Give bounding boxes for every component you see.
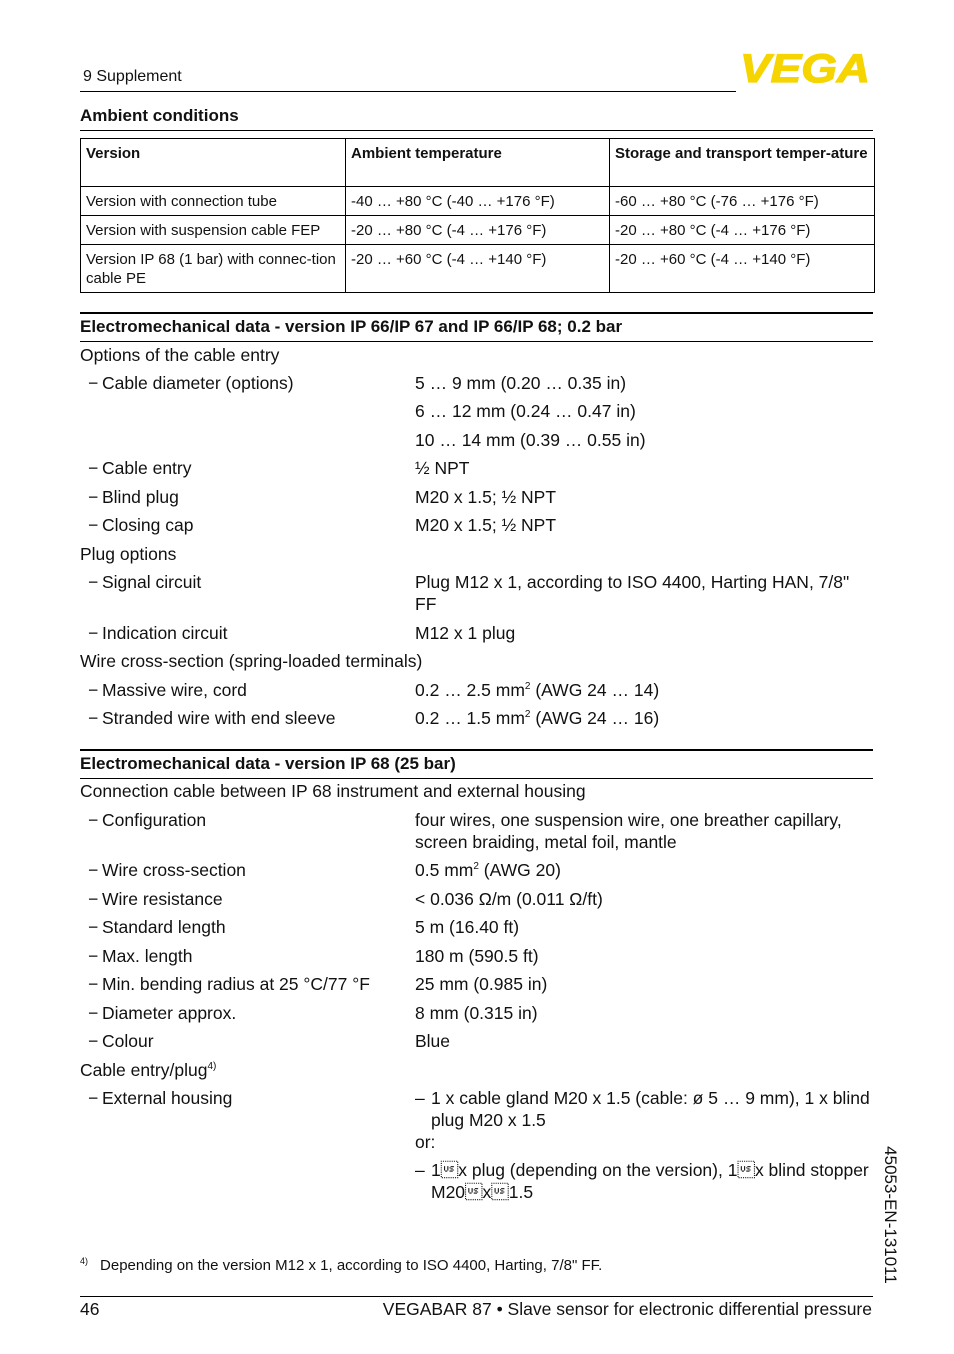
spec-label-text: Cable diameter (options) <box>102 373 294 393</box>
dash-glyph: − <box>88 946 99 966</box>
spec-label <box>88 859 246 881</box>
spec-label <box>88 514 193 536</box>
em1-bottom-rule <box>80 341 873 342</box>
spec-label-text: Standard length <box>102 917 226 937</box>
spec-value: ½ NPT <box>415 458 470 478</box>
table-cell: -20 … +80 °C (-4 … +176 °F) <box>346 216 610 245</box>
ambient-table <box>80 138 875 293</box>
spec-value-list <box>415 1087 873 1203</box>
value-text: (AWG 24 … 16) <box>530 708 660 728</box>
spec-value: M20 x 1.5; ½ NPT <box>415 487 557 507</box>
footnote-text: Depending on the version M12 x 1, according to ISO 4400, Harting, 7/8" FF. <box>100 1257 603 1274</box>
table-cell: -20 … +60 °C (-4 … +140 °F) <box>346 245 610 293</box>
col-storage-temperature: Storage and transport temper-ature <box>610 139 875 187</box>
spec-value: < 0.036 Ω/m (0.011 Ω/ft) <box>415 889 603 909</box>
superscript: 2 <box>524 681 531 692</box>
superscript: 2 <box>473 861 479 872</box>
table-header-row <box>81 139 875 187</box>
spec-value <box>415 859 873 881</box>
list-separator: or: <box>415 1132 436 1152</box>
spec-value: Blue <box>415 1031 451 1051</box>
dash-glyph: − <box>88 917 99 937</box>
spec-label <box>88 486 179 508</box>
section-header: 9 Supplement <box>83 68 182 85</box>
footer-title: VEGABAR 87 • Slave sensor for electronic differential pressure <box>382 1299 872 1319</box>
spec-label-text: Signal circuit <box>102 572 202 592</box>
table-cell: -60 … +80 °C (-76 … +176 °F) <box>610 187 875 216</box>
spec-label-text: Closing cap <box>102 515 194 535</box>
logo-text: VEGA <box>740 50 870 86</box>
table-cell: -40 … +80 °C (-40 … +176 °F) <box>346 187 610 216</box>
list-item <box>415 1087 873 1131</box>
spec-value: M20 x 1.5; ½ NPT <box>415 515 557 535</box>
spec-group-label <box>80 1059 216 1081</box>
spec-value: M12 x 1 plug <box>415 623 516 643</box>
spec-value: 180 m (590.5 ft) <box>415 946 539 966</box>
list-item <box>415 1159 873 1203</box>
spec-label <box>88 973 370 995</box>
group-label-text: Cable entry/plug <box>80 1060 208 1080</box>
spec-value: 25 mm (0.985 in) <box>415 974 548 994</box>
table-row <box>81 216 875 245</box>
spec-label <box>88 916 226 938</box>
col-ambient-temperature: Ambient temperature <box>346 139 610 187</box>
spec-group-label: Wire cross-section (spring-loaded terminals) <box>80 651 423 671</box>
dash-glyph: − <box>88 1088 99 1108</box>
spec-value: 6 … 12 mm (0.24 … 0.47 in) <box>415 401 636 421</box>
list-dash: – <box>415 1160 425 1180</box>
col-version: Version <box>81 139 346 187</box>
value-text: (AWG 24 … 14) <box>530 680 660 700</box>
spec-group-label: Plug options <box>80 544 177 564</box>
header-rule <box>80 91 736 92</box>
value-text: 0.2 … 2.5 mm <box>415 680 525 700</box>
spec-label-text: Min. bending radius at 25 °C/77 °F <box>102 974 370 994</box>
spec-value: 10 … 14 mm (0.39 … 0.55 in) <box>415 430 646 450</box>
spec-value: four wires, one suspension wire, one breather capillary, screen braiding, metal foil, mantle <box>415 810 842 852</box>
spec-label <box>88 622 227 644</box>
footnote-ref: 4) <box>207 1061 217 1072</box>
spec-label <box>88 1087 232 1109</box>
list-item-text: 1 x cable gland M20 x 1.5 (cable: ø 5 … 9 mm), 1 x blind plug M20 x 1.5 <box>431 1088 870 1130</box>
dash-glyph: − <box>88 1003 99 1023</box>
spec-label <box>88 809 206 831</box>
page-number: 46 <box>80 1299 100 1319</box>
dash-glyph: − <box>88 860 99 880</box>
dash-glyph: − <box>88 515 99 535</box>
value-text: 0.2 … 1.5 mm <box>415 708 525 728</box>
superscript: 2 <box>524 709 531 720</box>
dash-glyph: − <box>88 623 99 643</box>
footnote-mark: 4) <box>80 1256 89 1266</box>
spec-value: 5 … 9 mm (0.20 … 0.35 in) <box>415 373 627 393</box>
em2-top-rule <box>80 749 873 751</box>
dash-glyph: − <box>88 680 99 700</box>
spec-label-text: Wire resistance <box>102 889 223 909</box>
spec-label <box>88 945 192 967</box>
dash-glyph: − <box>88 974 99 994</box>
dash-glyph: − <box>88 1031 99 1051</box>
spec-label-text: External housing <box>102 1088 233 1108</box>
spec-label-text: Wire cross-section <box>102 860 246 880</box>
em2-bottom-rule <box>80 778 873 779</box>
ambient-rule <box>80 130 873 131</box>
spec-value: Plug M12 x 1, according to ISO 4400, Harting HAN, 7/8" FF <box>415 572 850 614</box>
table-cell: Version IP 68 (1 bar) with connec-tion cable PE <box>81 245 346 293</box>
spec-label-text: Configuration <box>102 810 207 830</box>
spec-label-text: Blind plug <box>102 487 179 507</box>
ambient-title: Ambient conditions <box>80 106 239 125</box>
spec-label <box>88 1002 236 1024</box>
table-row <box>81 187 875 216</box>
em2-title: Electromechanical data - version IP 68 (25 bar) <box>80 754 456 773</box>
spec-value: 5 m (16.40 ft) <box>415 917 520 937</box>
spec-label <box>88 457 192 479</box>
table-cell: Version with suspension cable FEP <box>81 216 346 245</box>
dash-glyph: − <box>88 572 99 592</box>
spec-label <box>88 679 247 701</box>
spec-group-label: Options of the cable entry <box>80 345 280 365</box>
dash-glyph: − <box>88 487 99 507</box>
value-text: (AWG 20) <box>478 860 561 880</box>
list-item-text: 1 x plug (depending on the version), 1 x blind stopper M20 x 1.5 <box>431 1160 869 1202</box>
dash-glyph: − <box>88 373 99 393</box>
spec-label <box>88 1030 154 1052</box>
spec-label <box>88 707 335 729</box>
spec-label-text: Massive wire, cord <box>102 680 247 700</box>
spec-label-text: Stranded wire with end sleeve <box>102 708 336 728</box>
spec-label-text: Colour <box>102 1031 154 1051</box>
spec-group-label: Connection cable between IP 68 instrument and external housing <box>80 781 586 801</box>
em1-title: Electromechanical data - version IP 66/IP 67 and IP 66/IP 68; 0.2 bar <box>80 317 623 336</box>
spec-label <box>88 571 201 593</box>
spec-value <box>415 679 873 701</box>
footer-rule <box>80 1296 873 1297</box>
dash-glyph: − <box>88 810 99 830</box>
value-text: 0.5 mm <box>415 860 474 880</box>
spec-label-text: Indication circuit <box>102 623 228 643</box>
spec-value: 8 mm (0.315 in) <box>415 1003 538 1023</box>
spec-label-text: Max. length <box>102 946 193 966</box>
footnote <box>80 1257 602 1274</box>
spec-label <box>88 888 223 910</box>
spec-value <box>415 707 873 729</box>
table-cell: Version with connection tube <box>81 187 346 216</box>
table-row <box>81 245 875 293</box>
table-cell: -20 … +80 °C (-4 … +176 °F) <box>610 216 875 245</box>
spec-label-text: Diameter approx. <box>102 1003 237 1023</box>
spec-label-text: Cable entry <box>102 458 192 478</box>
document-code: 45053-EN-131011 <box>881 1146 900 1284</box>
table-cell: -20 … +60 °C (-4 … +140 °F) <box>610 245 875 293</box>
vega-logo-graphic <box>740 50 873 86</box>
dash-glyph: − <box>88 458 99 478</box>
spec-label <box>88 372 294 394</box>
list-dash: – <box>415 1088 425 1108</box>
em1-top-rule <box>80 312 873 314</box>
vega-logo <box>740 50 873 86</box>
dash-glyph: − <box>88 708 99 728</box>
dash-glyph: − <box>88 889 99 909</box>
